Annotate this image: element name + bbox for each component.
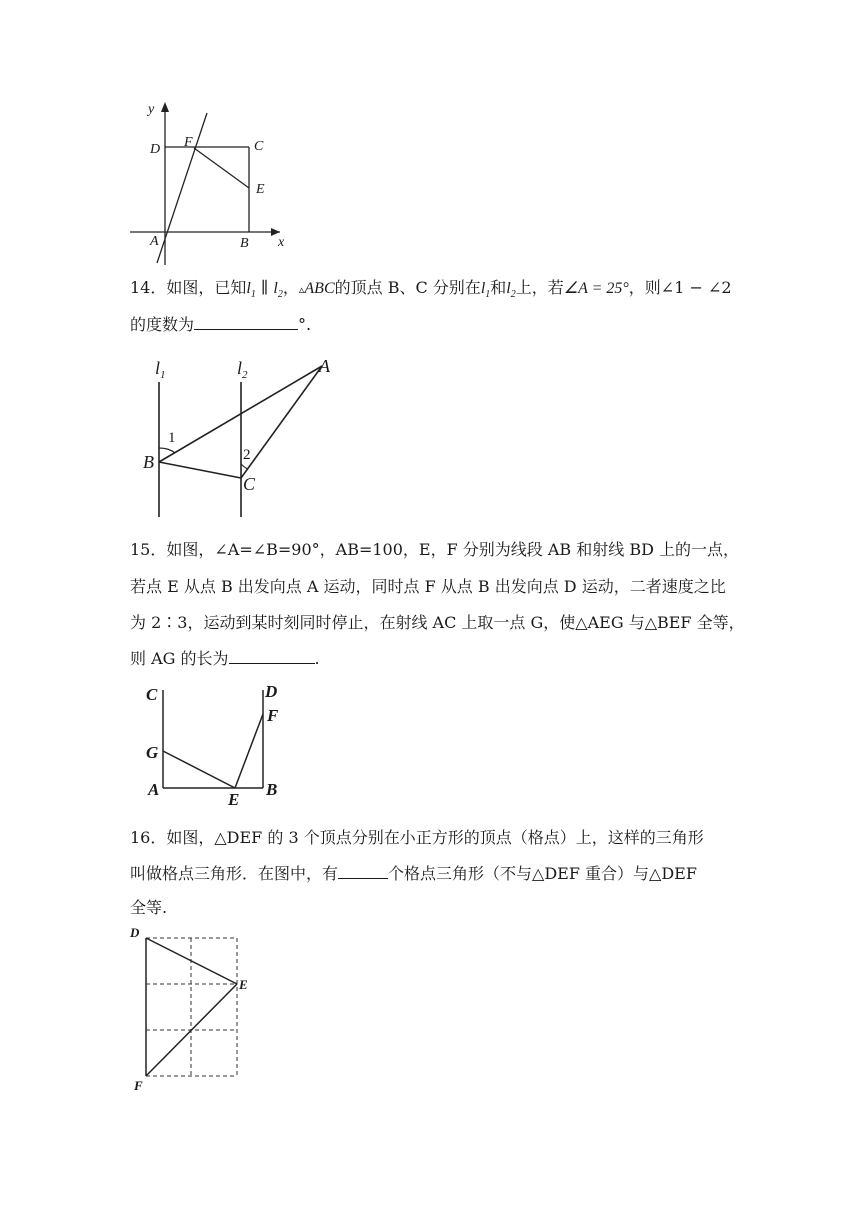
segment-de [146,938,237,984]
text: ，则 [628,278,661,297]
label-angle-2: 2 [243,447,251,463]
answer-blank[interactable] [229,648,315,664]
text: °. [298,315,312,334]
label-c: C [243,474,256,494]
label-f: F [134,1078,143,1093]
segment-ge [163,751,235,788]
text: 则 AG 的长为 [130,649,229,668]
segment-bc [159,462,241,478]
label-l2: $l_2$ [237,358,248,381]
label-angle-1: 1 [168,430,176,446]
label-a: A [148,780,160,799]
angle-1-arc [159,448,175,453]
l2-symbol: $l_2$ [273,280,283,301]
answer-blank[interactable] [194,314,298,330]
label-d: D [265,682,278,701]
label-e: E [239,977,248,992]
label-g: G [146,743,159,762]
label-b: B [143,452,154,472]
question-14-line-2 [130,314,311,335]
label-b: B [240,236,249,251]
question-15-line-4 [130,648,320,669]
triangle-name: ABC [304,280,335,297]
label-y: y [148,102,155,117]
text: 和 [490,278,507,297]
text: 个格点三角形（不与△DEF 重合）与△DEF [388,864,697,883]
label-b: B [266,780,278,799]
question-15-line-1: 15．如图，∠A=∠B=90°，AB=100，E，F 分别为线段 AB 和射线 BD 上的一点， [130,540,740,559]
text: . [314,649,320,668]
label-f: F [267,706,279,725]
label-f: F [184,135,193,150]
question-16-line-2 [130,863,697,884]
label-c: C [146,685,158,704]
segment-ef [235,714,263,788]
l1-symbol: $l_1$ [246,280,256,301]
text: 上，若 [515,278,564,297]
label-a: A [150,234,159,249]
text: 叫做格点三角形．在图中，有 [130,864,339,883]
text: 如图，已知 [166,278,247,297]
y-axis-arrow [161,102,169,112]
figure-13 [120,95,300,270]
question-14-line-1 [130,278,732,305]
parallel-symbol: ∥ [255,278,274,297]
segment-ca [241,366,322,478]
l1-symbol: $l_1$ [480,280,491,301]
label-e: E [228,790,240,809]
answer-blank[interactable] [338,863,388,879]
angle-expression: ∠1 − ∠2 [660,278,732,297]
label-d: D [150,142,161,157]
label-x: x [278,235,285,250]
l2-symbol: $l_2$ [506,280,516,301]
text: 的度数为 [130,315,195,334]
segment-fe [194,148,249,188]
figure-16 [125,925,265,1095]
question-16-line-3: 全等. [130,898,168,917]
text: ， [282,278,299,297]
question-16-line-1: 16．如图，△DEF 的 3 个顶点分别在小正方形的顶点（格点）上，这样的三角形 [130,828,704,847]
question-15-line-3: 为 2∶3，运动到某时刻同时停止，在射线 AC 上取一点 G，使△AEG 与△BEF 全等， [130,613,745,632]
triangle-symbol: ▵ [298,283,305,296]
label-e: E [256,182,265,197]
figure-14 [135,352,345,527]
label-a: A [319,356,330,376]
angle-2-arc [241,464,248,469]
text: 的顶点 B、C 分别在 [334,278,481,297]
question-15-line-2: 若点 E 从点 B 出发向点 A 运动，同时点 F 从点 B 出发向点 D 运动，二者速度之比 [130,577,726,596]
angle-a-value: ∠A = 25° [563,280,629,297]
label-d: D [130,925,140,940]
figure-15 [140,680,300,810]
label-l1: $l_1$ [155,358,166,381]
label-c: C [254,139,264,154]
dashed-grid [146,938,237,1076]
question-number: 14． [130,278,167,297]
